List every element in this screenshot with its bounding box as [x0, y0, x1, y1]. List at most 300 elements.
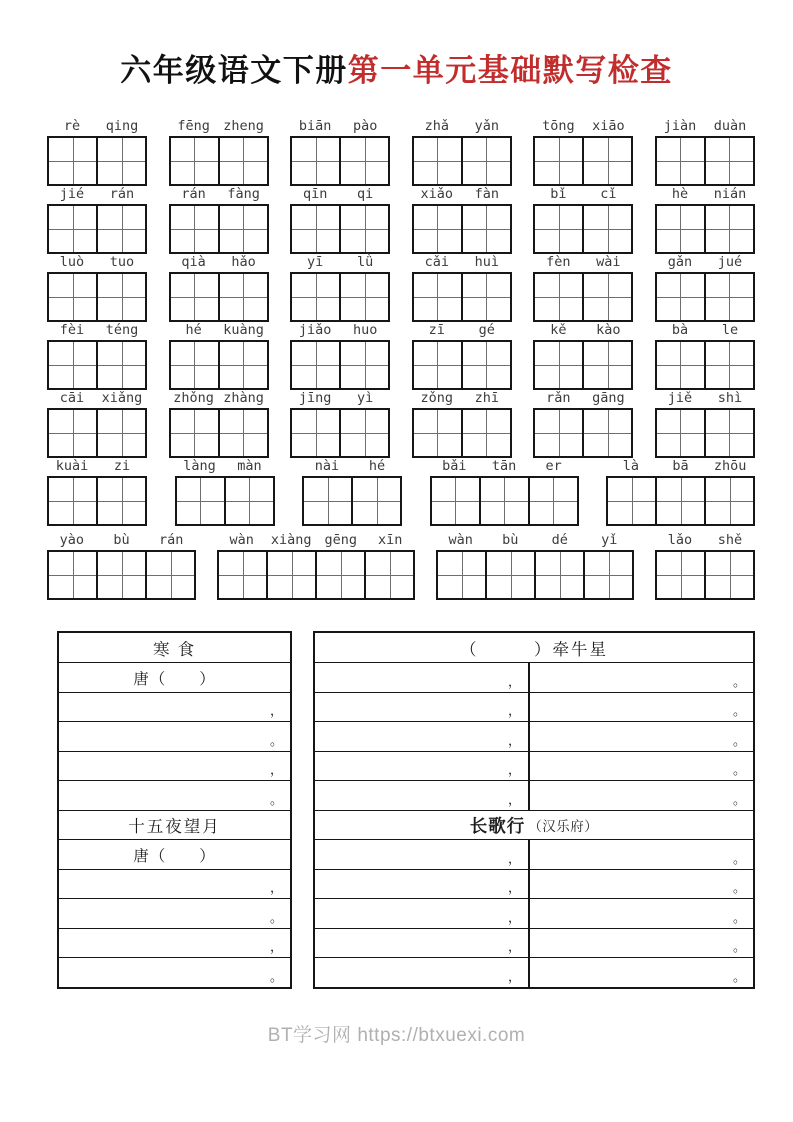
- character-grid: [436, 550, 634, 600]
- punctuation-mark: 。: [269, 909, 283, 925]
- pinyin-syllable: biān: [298, 117, 332, 134]
- pinyin-label: [412, 118, 512, 136]
- pinyin-label: [606, 458, 755, 476]
- pinyin-syllable: rǎn: [546, 389, 571, 406]
- pinyin-syllable: rán: [158, 531, 184, 548]
- pinyin-syllable: xīn: [378, 531, 403, 548]
- pinyin-syllable: huì: [474, 253, 499, 270]
- character-writing-cell: [704, 138, 753, 184]
- pinyin-syllable: zī: [428, 321, 445, 338]
- character-grid: [655, 340, 755, 390]
- word-row: [47, 532, 755, 600]
- character-writing-cell: [339, 410, 388, 456]
- pinyin-label: [655, 254, 755, 272]
- pinyin-label: [47, 458, 147, 476]
- pinyin-label: [217, 532, 415, 550]
- word-group: [169, 118, 269, 186]
- pinyin-syllable: jiě: [667, 389, 693, 406]
- character-writing-cell: [96, 274, 145, 320]
- pinyin-syllable: téng: [105, 321, 139, 338]
- word-group: [533, 254, 633, 322]
- pinyin-syllable: jīng: [298, 389, 332, 406]
- character-writing-cell: [96, 206, 145, 252]
- character-writing-cell: [49, 478, 96, 524]
- pinyin-syllable: jié: [59, 185, 85, 202]
- character-writing-cell: [535, 410, 582, 456]
- character-writing-cell: [657, 552, 704, 598]
- character-grid: [412, 408, 512, 458]
- character-writing-cell: [704, 342, 753, 388]
- character-grid: [169, 136, 269, 186]
- character-grid: [217, 550, 415, 600]
- character-writing-cell: [461, 342, 510, 388]
- pinyin-syllable: zhǒng: [173, 389, 214, 406]
- character-writing-cell: [96, 410, 145, 456]
- pinyin-label: [533, 322, 633, 340]
- word-group: [430, 458, 579, 526]
- poem-answer-line: [59, 957, 290, 987]
- character-writing-cell: [171, 410, 218, 456]
- pinyin-label: [169, 186, 269, 204]
- poem-answer-cell: 。: [732, 909, 746, 925]
- pinyin-label: [169, 254, 269, 272]
- pinyin-syllable: duàn: [713, 117, 747, 134]
- word-group: [169, 322, 269, 390]
- word-grid: [47, 118, 755, 600]
- word-group: [47, 532, 196, 600]
- poem-table-right: [313, 631, 755, 989]
- word-group: [47, 254, 147, 322]
- character-grid: [47, 136, 147, 186]
- pinyin-syllable: yǎn: [474, 117, 499, 134]
- pinyin-syllable: shě: [717, 531, 743, 548]
- character-grid: [290, 272, 390, 322]
- character-writing-cell: [49, 552, 96, 598]
- pinyin-label: [412, 322, 512, 340]
- character-writing-cell: [582, 138, 631, 184]
- character-writing-cell: [49, 410, 96, 456]
- character-writing-cell: [292, 138, 339, 184]
- pinyin-label: [290, 118, 390, 136]
- word-group: [655, 322, 755, 390]
- character-writing-cell: [657, 274, 704, 320]
- pinyin-syllable: bù: [502, 531, 519, 548]
- character-writing-cell: [339, 274, 388, 320]
- character-writing-cell: [438, 552, 485, 598]
- pinyin-syllable: rè: [63, 117, 81, 134]
- character-writing-cell: [528, 478, 577, 524]
- word-group: [655, 390, 755, 458]
- word-group: [290, 390, 390, 458]
- poem-table-left: [57, 631, 292, 989]
- pinyin-syllable: jué: [717, 253, 743, 270]
- pinyin-syllable: yào: [59, 531, 85, 548]
- pinyin-label: [290, 390, 390, 408]
- word-group: [47, 186, 147, 254]
- pinyin-syllable: bù: [113, 531, 130, 548]
- character-grid: [290, 340, 390, 390]
- character-writing-cell: [218, 206, 267, 252]
- pinyin-label: [533, 186, 633, 204]
- character-grid: [655, 204, 755, 254]
- character-writing-cell: [535, 274, 582, 320]
- character-writing-cell: [655, 478, 704, 524]
- pinyin-syllable: tān: [491, 457, 517, 474]
- poem-area: [57, 631, 793, 989]
- word-group: [436, 532, 634, 600]
- character-grid: [412, 340, 512, 390]
- pinyin-syllable: gāng: [592, 389, 625, 406]
- pinyin-label: [169, 322, 269, 340]
- character-writing-cell: [535, 138, 582, 184]
- character-writing-cell: [582, 342, 631, 388]
- poem-answer-cell: ，: [315, 958, 530, 987]
- poem-answer-line: [59, 869, 290, 899]
- pinyin-label: [412, 186, 512, 204]
- pinyin-syllable: bǐ: [550, 185, 567, 202]
- pinyin-syllable: jiǎo: [298, 321, 332, 338]
- poem-answer-split-row: [315, 869, 753, 899]
- character-grid: [47, 272, 147, 322]
- poem-answer-split-row: [315, 839, 753, 869]
- word-group: [290, 254, 390, 322]
- pinyin-label: [47, 118, 147, 136]
- title-course-part: 六年级语文下册: [120, 53, 348, 88]
- character-grid: [302, 476, 402, 526]
- pinyin-label: [175, 458, 275, 476]
- pinyin-syllable: lǜ: [357, 253, 374, 270]
- character-grid: [533, 136, 633, 186]
- pinyin-syllable: làng: [183, 457, 216, 474]
- character-writing-cell: [583, 552, 632, 598]
- character-writing-cell: [414, 206, 461, 252]
- poem-answer-split-row: [315, 721, 753, 751]
- character-grid: [412, 272, 512, 322]
- pinyin-label: [533, 390, 633, 408]
- poem-answer-line: [59, 780, 290, 810]
- poem-answer-line: [59, 692, 290, 722]
- character-grid: [655, 550, 755, 600]
- character-writing-cell: [266, 552, 315, 598]
- word-group: [412, 118, 512, 186]
- pinyin-syllable: wàn: [229, 531, 254, 548]
- pinyin-syllable: wài: [596, 253, 621, 270]
- character-writing-cell: [364, 552, 413, 598]
- pinyin-label: [169, 118, 269, 136]
- character-grid: [175, 476, 275, 526]
- poem-title: （ ）牵牛星: [460, 639, 608, 659]
- word-row: [47, 254, 755, 322]
- character-grid: [169, 204, 269, 254]
- character-writing-cell: [414, 410, 461, 456]
- character-grid: [533, 204, 633, 254]
- word-group: [655, 254, 755, 322]
- pinyin-label: [533, 254, 633, 272]
- poem-answer-cell: 。: [732, 791, 746, 807]
- poem-answer-cell: ，: [315, 722, 530, 751]
- character-writing-cell: [339, 206, 388, 252]
- pinyin-syllable: pào: [352, 117, 378, 134]
- character-grid: [533, 408, 633, 458]
- pinyin-syllable: nián: [713, 185, 747, 202]
- character-writing-cell: [657, 138, 704, 184]
- pinyin-syllable: fèi: [59, 321, 85, 338]
- poem-answer-line: [59, 721, 290, 751]
- word-row: [47, 390, 755, 458]
- pinyin-syllable: cǎi: [424, 253, 449, 270]
- character-writing-cell: [461, 274, 510, 320]
- word-group: [169, 186, 269, 254]
- poem-answer-cell: ，: [315, 693, 530, 722]
- poem-answer-cell: ，: [315, 870, 530, 899]
- word-group: [169, 254, 269, 322]
- character-grid: [655, 272, 755, 322]
- word-group: [290, 118, 390, 186]
- character-grid: [533, 340, 633, 390]
- word-group: [47, 322, 147, 390]
- character-writing-cell: [535, 206, 582, 252]
- pinyin-syllable: qià: [181, 253, 206, 270]
- pinyin-syllable: hè: [671, 185, 689, 202]
- character-writing-cell: [582, 274, 631, 320]
- pinyin-syllable: rán: [109, 185, 135, 202]
- poem-answer-cell: 。: [732, 939, 746, 955]
- character-grid: [412, 136, 512, 186]
- poem-answer-split-row: [315, 898, 753, 928]
- character-writing-cell: [292, 342, 339, 388]
- word-group: [412, 186, 512, 254]
- pinyin-label: [169, 390, 269, 408]
- poem-answer-cell: ，: [315, 663, 530, 692]
- character-writing-cell: [479, 478, 528, 524]
- character-grid: [47, 550, 196, 600]
- character-grid: [655, 408, 755, 458]
- pinyin-syllable: jiàn: [663, 117, 697, 134]
- character-writing-cell: [219, 552, 266, 598]
- pinyin-syllable: là: [622, 457, 639, 474]
- punctuation-mark: ，: [269, 939, 283, 955]
- pinyin-syllable: cǐ: [600, 185, 617, 202]
- poem-answer-cell: 。: [732, 673, 746, 689]
- pinyin-label: [290, 254, 390, 272]
- poem-answer-line: [59, 928, 290, 958]
- poem-title-row: [315, 633, 753, 663]
- pinyin-syllable: kě: [550, 321, 567, 338]
- character-grid: [169, 272, 269, 322]
- pinyin-syllable: wàn: [448, 531, 473, 548]
- character-writing-cell: [171, 138, 218, 184]
- character-grid: [606, 476, 755, 526]
- character-writing-cell: [218, 342, 267, 388]
- word-group: [47, 458, 147, 526]
- poem-title: 长歌行: [469, 815, 526, 836]
- pinyin-label: [436, 532, 634, 550]
- word-group: [302, 458, 402, 526]
- character-writing-cell: [704, 552, 753, 598]
- pinyin-syllable: zheng: [223, 117, 264, 134]
- character-writing-cell: [315, 552, 364, 598]
- character-writing-cell: [339, 342, 388, 388]
- character-writing-cell: [461, 138, 510, 184]
- word-group: [533, 186, 633, 254]
- pinyin-syllable: xiāo: [592, 117, 625, 134]
- word-group: [533, 390, 633, 458]
- character-grid: [290, 136, 390, 186]
- word-group: [290, 186, 390, 254]
- pinyin-label: [47, 254, 147, 272]
- poem-answer-split-row: [315, 928, 753, 958]
- character-writing-cell: [582, 206, 631, 252]
- character-writing-cell: [96, 552, 145, 598]
- poem-answer-split-row: [315, 780, 753, 810]
- character-writing-cell: [171, 274, 218, 320]
- pinyin-syllable: hé: [185, 321, 202, 338]
- character-writing-cell: [49, 206, 96, 252]
- character-writing-cell: [49, 274, 96, 320]
- poem-answer-cell: ，: [315, 899, 530, 928]
- poem-title-row: 寒 食: [152, 639, 197, 659]
- character-writing-cell: [171, 206, 218, 252]
- character-grid: [169, 408, 269, 458]
- pinyin-syllable: yī: [307, 253, 324, 270]
- pinyin-syllable: cāi: [59, 389, 85, 406]
- word-group: [290, 322, 390, 390]
- poem-answer-split-row: [315, 957, 753, 987]
- pinyin-syllable: xiǎo: [420, 185, 454, 202]
- poem-answer-cell: 。: [732, 732, 746, 748]
- character-writing-cell: [704, 274, 753, 320]
- character-writing-cell: [704, 478, 753, 524]
- character-grid: [290, 204, 390, 254]
- poem-answer-cell: 。: [732, 880, 746, 896]
- pinyin-syllable: dé: [551, 531, 568, 548]
- character-writing-cell: [704, 206, 753, 252]
- pinyin-syllable: er: [545, 457, 562, 474]
- pinyin-label: [655, 322, 755, 340]
- word-group: [47, 390, 147, 458]
- character-grid: [169, 340, 269, 390]
- poem-answer-cell: 。: [732, 703, 746, 719]
- poem-answer-split-row: [315, 662, 753, 692]
- pinyin-label: [412, 390, 512, 408]
- pinyin-syllable: zi: [113, 457, 131, 474]
- character-writing-cell: [96, 138, 145, 184]
- word-group: [655, 532, 755, 600]
- pinyin-label: [302, 458, 402, 476]
- pinyin-syllable: fàng: [227, 185, 260, 202]
- pinyin-syllable: nài: [314, 457, 340, 474]
- pinyin-syllable: lǎo: [667, 531, 693, 548]
- character-writing-cell: [96, 342, 145, 388]
- poem-author-row: 唐（ ）: [59, 662, 290, 692]
- word-group: [533, 322, 633, 390]
- word-group: [412, 254, 512, 322]
- poem-answer-cell: ，: [315, 781, 530, 810]
- character-grid: [47, 340, 147, 390]
- character-grid: [430, 476, 579, 526]
- pinyin-syllable: hǎo: [231, 253, 256, 270]
- character-writing-cell: [218, 410, 267, 456]
- character-writing-cell: [96, 478, 145, 524]
- character-writing-cell: [339, 138, 388, 184]
- poem-title-sub: （汉乐府）: [528, 819, 599, 835]
- character-writing-cell: [657, 342, 704, 388]
- pinyin-syllable: le: [721, 321, 739, 338]
- footer-watermark: BT学习网 https://btxuexi.com: [267, 1024, 526, 1046]
- character-writing-cell: [292, 206, 339, 252]
- pinyin-label: [655, 390, 755, 408]
- character-writing-cell: [49, 138, 96, 184]
- title-unit-part: 第一单元基础默写检查: [347, 53, 673, 88]
- pinyin-syllable: gēng: [324, 531, 357, 548]
- pinyin-syllable: rán: [181, 185, 206, 202]
- punctuation-mark: ，: [269, 703, 283, 719]
- character-writing-cell: [414, 342, 461, 388]
- pinyin-syllable: hé: [368, 457, 386, 474]
- pinyin-syllable: xiǎng: [101, 389, 143, 406]
- pinyin-label: [47, 532, 196, 550]
- poem-author-row: 唐（ ）: [59, 839, 290, 869]
- poem-answer-cell: ，: [315, 929, 530, 958]
- character-grid: [47, 476, 147, 526]
- character-writing-cell: [292, 274, 339, 320]
- pinyin-syllable: kuàng: [223, 321, 264, 338]
- character-writing-cell: [224, 478, 273, 524]
- pinyin-syllable: tuo: [109, 253, 135, 270]
- poem-answer-cell: 。: [732, 968, 746, 984]
- pinyin-label: [47, 186, 147, 204]
- character-writing-cell: [292, 410, 339, 456]
- character-writing-cell: [535, 342, 582, 388]
- page-title: [0, 0, 793, 92]
- word-group: [412, 322, 512, 390]
- word-group: [47, 118, 147, 186]
- pinyin-syllable: yì: [357, 389, 374, 406]
- pinyin-label: [655, 118, 755, 136]
- character-writing-cell: [534, 552, 583, 598]
- character-writing-cell: [461, 206, 510, 252]
- word-group: [217, 532, 415, 600]
- pinyin-syllable: fàn: [474, 185, 499, 202]
- poem-title-row: [315, 810, 753, 840]
- word-group: [606, 458, 755, 526]
- word-row: [47, 322, 755, 390]
- character-writing-cell: [657, 206, 704, 252]
- poem-answer-cell: ，: [315, 840, 530, 869]
- pinyin-syllable: luò: [59, 253, 85, 270]
- pinyin-label: [290, 322, 390, 340]
- pinyin-syllable: zǒng: [420, 389, 454, 406]
- word-group: [655, 186, 755, 254]
- character-writing-cell: [704, 410, 753, 456]
- word-group: [533, 118, 633, 186]
- pinyin-syllable: gǎn: [667, 253, 693, 270]
- pinyin-syllable: zhōu: [713, 457, 747, 474]
- character-grid: [290, 408, 390, 458]
- word-group: [412, 390, 512, 458]
- word-group: [169, 390, 269, 458]
- character-writing-cell: [432, 478, 479, 524]
- word-group: [175, 458, 275, 526]
- character-writing-cell: [351, 478, 400, 524]
- pinyin-syllable: fēng: [177, 117, 210, 134]
- pinyin-syllable: kuài: [55, 457, 89, 474]
- character-writing-cell: [414, 138, 461, 184]
- word-row: [47, 186, 755, 254]
- pinyin-syllable: xiàng: [270, 531, 312, 548]
- character-writing-cell: [414, 274, 461, 320]
- pinyin-syllable: bā: [672, 457, 689, 474]
